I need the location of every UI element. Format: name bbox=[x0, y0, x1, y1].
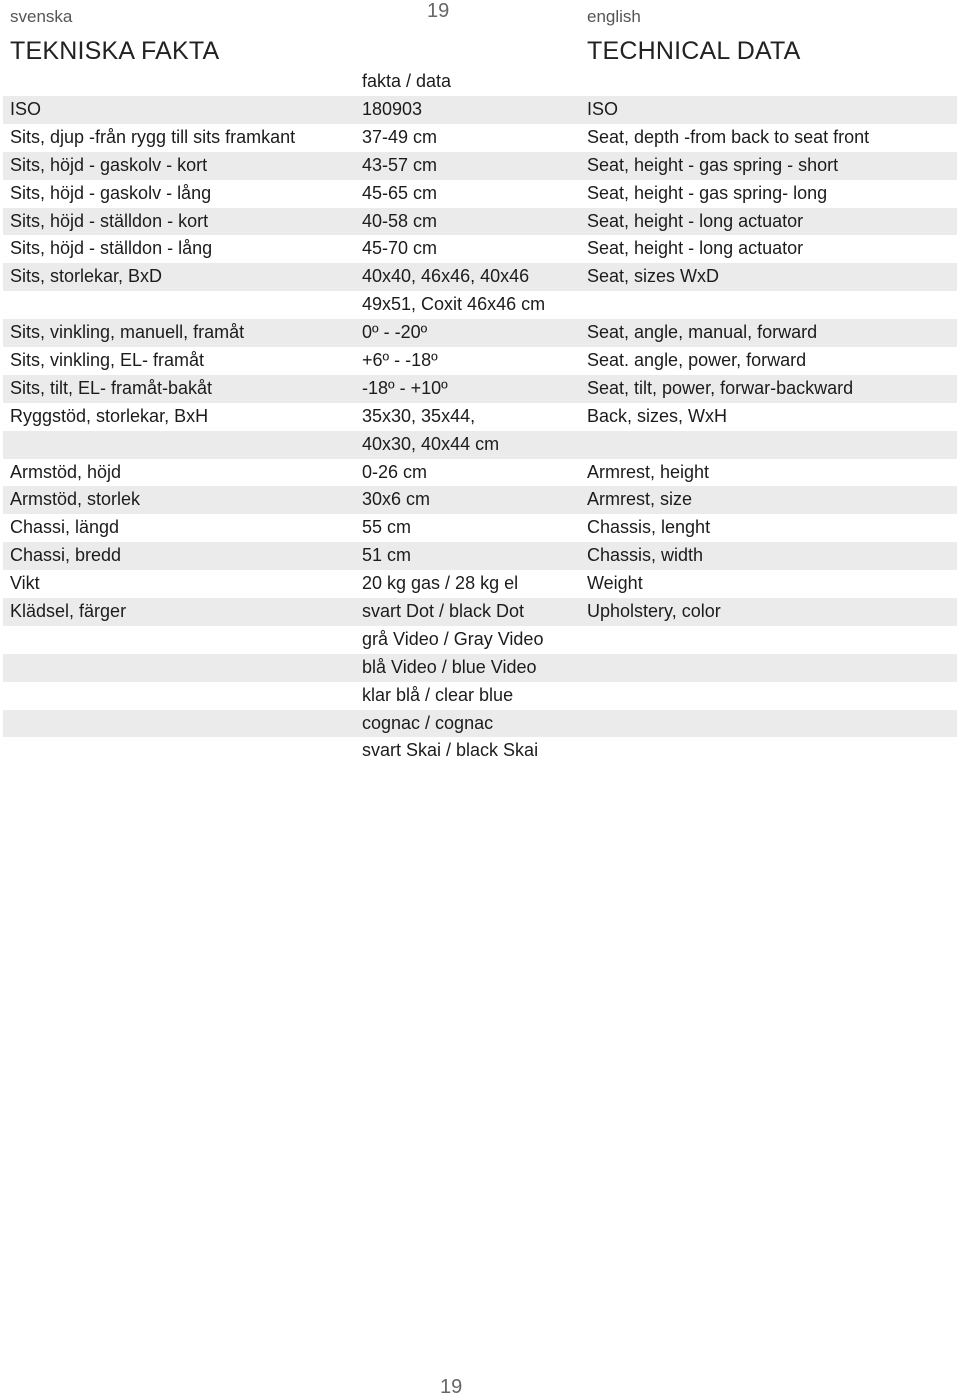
cell-value: svart Dot / black Dot bbox=[362, 601, 525, 622]
cell-value: 45-65 cm bbox=[362, 182, 438, 203]
cell-value: 43-57 cm bbox=[362, 154, 438, 175]
table-row bbox=[3, 291, 957, 319]
cell-value: 45-70 cm bbox=[362, 238, 438, 259]
column-header-data: fakta / data bbox=[362, 71, 452, 91]
table-row bbox=[3, 375, 957, 403]
cell-swedish: Chassi, längd bbox=[10, 517, 120, 538]
language-label-swedish: svenska bbox=[10, 7, 73, 26]
cell-english: ISO bbox=[587, 99, 619, 119]
cell-value: 0º - -20º bbox=[362, 322, 428, 343]
cell-english: Seat, angle, manual, forward bbox=[587, 322, 818, 343]
table-row bbox=[3, 486, 957, 514]
table-row bbox=[3, 208, 957, 236]
cell-value: 180903 bbox=[362, 99, 423, 119]
cell-swedish: ISO bbox=[10, 99, 42, 119]
table-row bbox=[3, 124, 957, 152]
table-row bbox=[3, 431, 957, 459]
cell-english: Seat, height - gas spring- long bbox=[587, 182, 828, 203]
cell-value: 40x30, 40x44 cm bbox=[362, 433, 500, 454]
spec-table bbox=[3, 96, 957, 765]
page-title-swedish: TEKNISKA FAKTA bbox=[10, 37, 220, 65]
cell-english: Chassis, lenght bbox=[587, 517, 711, 538]
cell-value: 35x30, 35x44, bbox=[362, 405, 476, 426]
cell-english: Seat, height - long actuator bbox=[587, 210, 804, 231]
cell-swedish: Klädsel, färger bbox=[10, 601, 127, 622]
cell-value: 55 cm bbox=[362, 517, 412, 538]
table-row bbox=[3, 263, 957, 291]
table-row bbox=[3, 710, 957, 738]
cell-value: 40x40, 46x46, 40x46 bbox=[362, 266, 530, 287]
cell-swedish: Sits, höjd - ställdon - kort bbox=[10, 210, 209, 231]
table-row bbox=[3, 180, 957, 208]
table-row bbox=[3, 403, 957, 431]
cell-swedish: Sits, djup -från rygg till sits framkant bbox=[10, 126, 296, 147]
table-row bbox=[3, 626, 957, 654]
cell-english: Seat, height - long actuator bbox=[587, 238, 804, 259]
table-row bbox=[3, 542, 957, 570]
page-number-top: 19 bbox=[427, 0, 450, 22]
table-row bbox=[3, 319, 957, 347]
cell-value: 51 cm bbox=[362, 545, 412, 566]
cell-english: Armrest, height bbox=[587, 461, 710, 482]
cell-english: Weight bbox=[587, 573, 643, 594]
cell-value: blå Video / blue Video bbox=[362, 656, 537, 677]
cell-swedish: Ryggstöd, storlekar, BxH bbox=[10, 405, 209, 426]
cell-value: cognac / cognac bbox=[362, 712, 494, 733]
cell-value: 49x51, Coxit 46x46 cm bbox=[362, 294, 546, 315]
cell-swedish: Sits, tilt, EL- framåt-bakåt bbox=[10, 377, 213, 398]
cell-english: Chassis, width bbox=[587, 545, 704, 566]
cell-value: 20 kg gas / 28 kg el bbox=[362, 573, 519, 594]
table-row bbox=[3, 654, 957, 682]
cell-value: 37-49 cm bbox=[362, 126, 438, 147]
cell-swedish: Sits, höjd - ställdon - lång bbox=[10, 238, 213, 259]
table-row bbox=[3, 235, 957, 263]
cell-english: Seat. angle, power, forward bbox=[587, 350, 807, 371]
cell-swedish: Chassi, bredd bbox=[10, 545, 122, 566]
cell-swedish: Armstöd, storlek bbox=[10, 489, 141, 510]
page-number-bottom: 19 bbox=[440, 1376, 463, 1398]
cell-english: Seat, sizes WxD bbox=[587, 266, 720, 287]
cell-english: Seat, tilt, power, forwar-backward bbox=[587, 377, 854, 398]
table-row bbox=[3, 96, 957, 124]
cell-swedish: Sits, vinkling, EL- framåt bbox=[10, 350, 205, 371]
cell-swedish: Vikt bbox=[10, 573, 40, 594]
cell-english: Armrest, size bbox=[587, 489, 693, 510]
cell-english: Upholstery, color bbox=[587, 601, 721, 622]
table-row bbox=[3, 347, 957, 375]
cell-swedish: Sits, vinkling, manuell, framåt bbox=[10, 322, 245, 343]
cell-value: svart Skai / black Skai bbox=[362, 740, 539, 761]
table-row bbox=[3, 682, 957, 710]
language-label-english: english bbox=[587, 7, 641, 26]
table-row bbox=[3, 514, 957, 542]
table-row bbox=[3, 152, 957, 180]
page-title-english: TECHNICAL DATA bbox=[587, 37, 801, 65]
cell-value: 0-26 cm bbox=[362, 461, 428, 482]
table-row bbox=[3, 570, 957, 598]
cell-swedish: Sits, höjd - gaskolv - kort bbox=[10, 154, 208, 175]
cell-value: 40-58 cm bbox=[362, 210, 438, 231]
cell-value: klar blå / clear blue bbox=[362, 684, 514, 705]
table-row bbox=[3, 737, 957, 765]
cell-english: Seat, height - gas spring - short bbox=[587, 154, 839, 175]
cell-swedish: Armstöd, höjd bbox=[10, 461, 122, 482]
table-row bbox=[3, 598, 957, 626]
table-row bbox=[3, 459, 957, 487]
cell-english: Back, sizes, WxH bbox=[587, 405, 728, 426]
cell-value: -18º - +10º bbox=[362, 377, 448, 398]
cell-english: Seat, depth -from back to seat front bbox=[587, 126, 870, 147]
cell-value: +6º - -18º bbox=[362, 350, 438, 371]
cell-swedish: Sits, höjd - gaskolv - lång bbox=[10, 182, 212, 203]
cell-swedish: Sits, storlekar, BxD bbox=[10, 266, 163, 287]
cell-value: grå Video / Gray Video bbox=[362, 628, 544, 649]
cell-value: 30x6 cm bbox=[362, 489, 431, 510]
